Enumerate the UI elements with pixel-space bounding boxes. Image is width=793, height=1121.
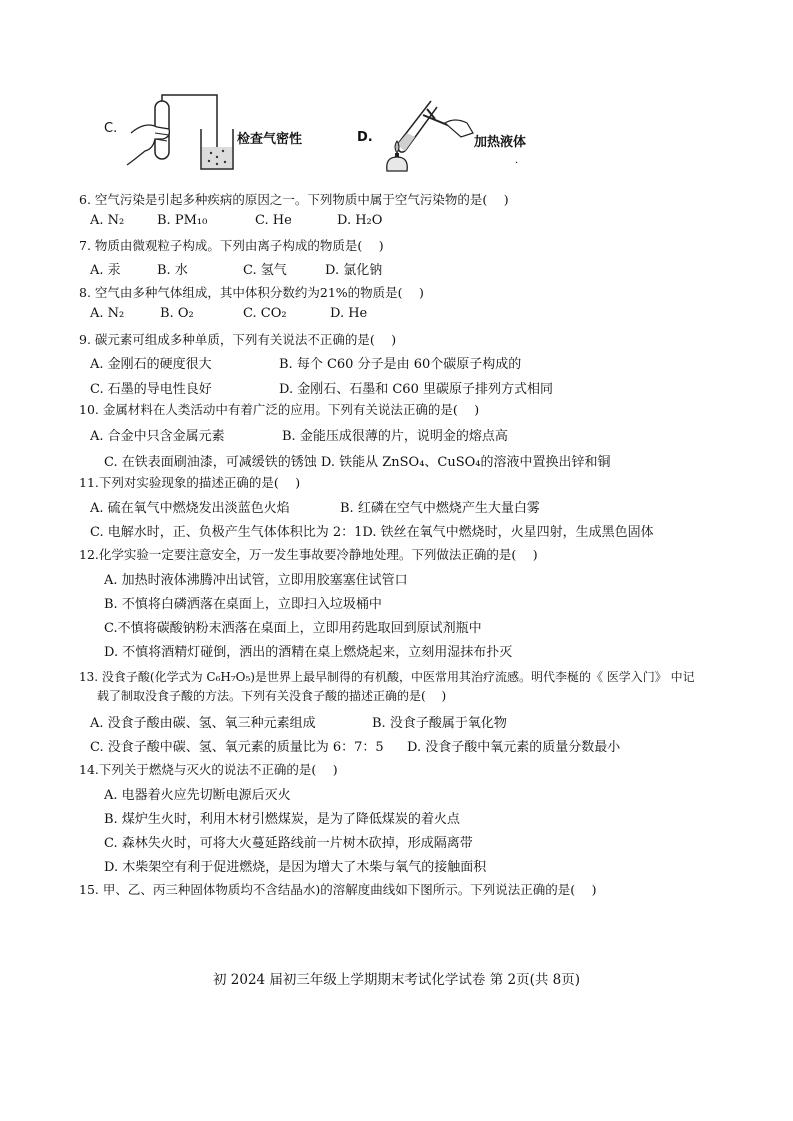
q10-choice-b: B. 金能压成很薄的片，说明金的熔点高	[282, 429, 508, 444]
question-12: 12.化学实验一定要注意安全，万一发生事故要冷静地处理。下列做法正确的是( )	[79, 547, 538, 562]
q13-choice-b: B. 没食子酸属于氧化物	[372, 716, 507, 731]
q14-choice-d: D. 木柴架空有利于促进燃烧，是因为增大了木柴与氧气的接触面积	[104, 860, 487, 875]
question-11: 11.下列对实验现象的描述正确的是( )	[79, 475, 301, 490]
question-13-line2: 载了制取没食子酸的方法。下列有关没食子酸的描述正确的是( )	[97, 689, 447, 703]
q11-choice-a: A. 硫在氧气中燃烧发出淡蓝色火焰	[90, 501, 290, 516]
q9-choice-d: D. 金刚石、石墨和 C60 里碳原子排列方式相同	[279, 382, 553, 397]
stray-mark: ·	[515, 158, 519, 169]
q9-choice-c: C. 石墨的导电性良好	[90, 382, 212, 397]
q8-choice-a: A. N₂	[90, 306, 125, 321]
q12-choice-d: D. 不慎将酒精灯碰倒，洒出的酒精在桌上燃烧起来，立刻用湿抹布扑灭	[104, 645, 513, 660]
q7-choice-a: A. 汞	[90, 263, 121, 278]
q6-choice-b: B. PM₁₀	[157, 213, 208, 228]
question-14: 14.下列关于燃烧与灭火的说法不正确的是( )	[79, 762, 338, 777]
q10-choice-a: A. 合金中只含金属元素	[90, 429, 225, 444]
question-9: 9. 碳元素可组成多种单质，下列有关说法不正确的是( )	[79, 332, 397, 347]
q6-choice-c: C. He	[255, 213, 292, 228]
q6-choice-a: A. N₂	[90, 213, 125, 228]
question-10: 10. 金属材料在人类活动中有着广泛的应用。下列有关说法正确的是( )	[79, 402, 480, 417]
q6-choice-d: D. H₂O	[337, 213, 383, 228]
q9-choice-b: B. 每个 C60 分子是由 60个碳原子构成的	[279, 357, 522, 372]
question-15: 15. 甲、乙、丙三种固体物质均不含结晶水)的溶解度曲线如下图所示。下列说法正确的是( )	[79, 882, 597, 897]
q13-choice-a: A. 没食子酸由碳、氢、氧三种元素组成	[90, 716, 316, 731]
question-6: 6. 空气污染是引起多种疾病的原因之一。下列物质中属于空气污染物的是( )	[79, 192, 509, 207]
option-c-label: C.	[104, 121, 118, 136]
question-8: 8. 空气由多种气体组成，其中体积分数约为21%的物质是( )	[79, 285, 424, 300]
q11-choice-b: B. 红磷在空气中燃烧产生大量白雾	[340, 501, 540, 516]
q9-choice-a: A. 金刚石的硬度很大	[90, 357, 212, 372]
q13-choice-c: C. 没食子酸中碳、氢、氧元素的质量比为 6：7：5	[90, 740, 384, 755]
airtightness-check-illustration	[125, 93, 240, 173]
q7-choice-c: C. 氢气	[243, 263, 287, 278]
option-d-label: D.	[357, 130, 373, 145]
option-d-caption: 加热液体	[474, 135, 527, 150]
option-c-caption: 检查气密性	[237, 132, 303, 147]
q8-choice-d: D. He	[330, 306, 368, 321]
q8-choice-c: C. CO₂	[243, 306, 287, 321]
q7-choice-d: D. 氯化钠	[325, 263, 383, 278]
q10-choice-cd: C. 在铁表面刷油漆，可减缓铁的锈蚀 D. 铁能从 ZnSO₄、CuSO₄的溶液中置换出锌和铜	[104, 455, 611, 470]
q12-choice-a: A. 加热时液体沸腾冲出试管，立即用胶塞塞住试管口	[104, 573, 408, 588]
q8-choice-b: B. O₂	[160, 306, 194, 321]
q14-choice-a: A. 电器着火应先切断电源后灭火	[104, 788, 291, 803]
q14-choice-c: C. 森林失火时，可将大火蔓延路线前一片树木砍掉，形成隔离带	[104, 836, 473, 851]
q7-choice-b: B. 水	[157, 263, 188, 278]
q12-choice-c: C.不慎将碳酸钠粉末洒落在桌面上，立即用药匙取回到原试剂瓶中	[104, 621, 482, 636]
q11-choice-cd: C. 电解水时，正、负极产生气体体积比为 2：1D. 铁丝在氧气中燃烧时，火星四射，生成黑色固体	[90, 525, 654, 540]
q12-choice-b: B. 不慎将白磷洒落在桌面上，立即扫入垃圾桶中	[104, 597, 382, 612]
q13-choice-d: D. 没食子酸中氧元素的质量分数最小	[407, 740, 621, 755]
q14-choice-b: B. 煤炉生火时，利用木材引燃煤炭，是为了降低煤炭的着火点	[104, 812, 460, 827]
heating-liquid-illustration	[375, 93, 475, 175]
question-13: 13. 没食子酸(化学式为 C₆H₇O₅)是世界上最早制得的有机酸，中医常用其治疗流感。明代李梴的《 医学入门》 中记	[79, 670, 695, 684]
page-footer: 初 2024 届初三年级上学期期末考试化学试卷 第 2页(共 8页)	[212, 972, 581, 988]
question-7: 7. 物质由微观粒子构成。下列由离子构成的物质是( )	[79, 238, 384, 253]
